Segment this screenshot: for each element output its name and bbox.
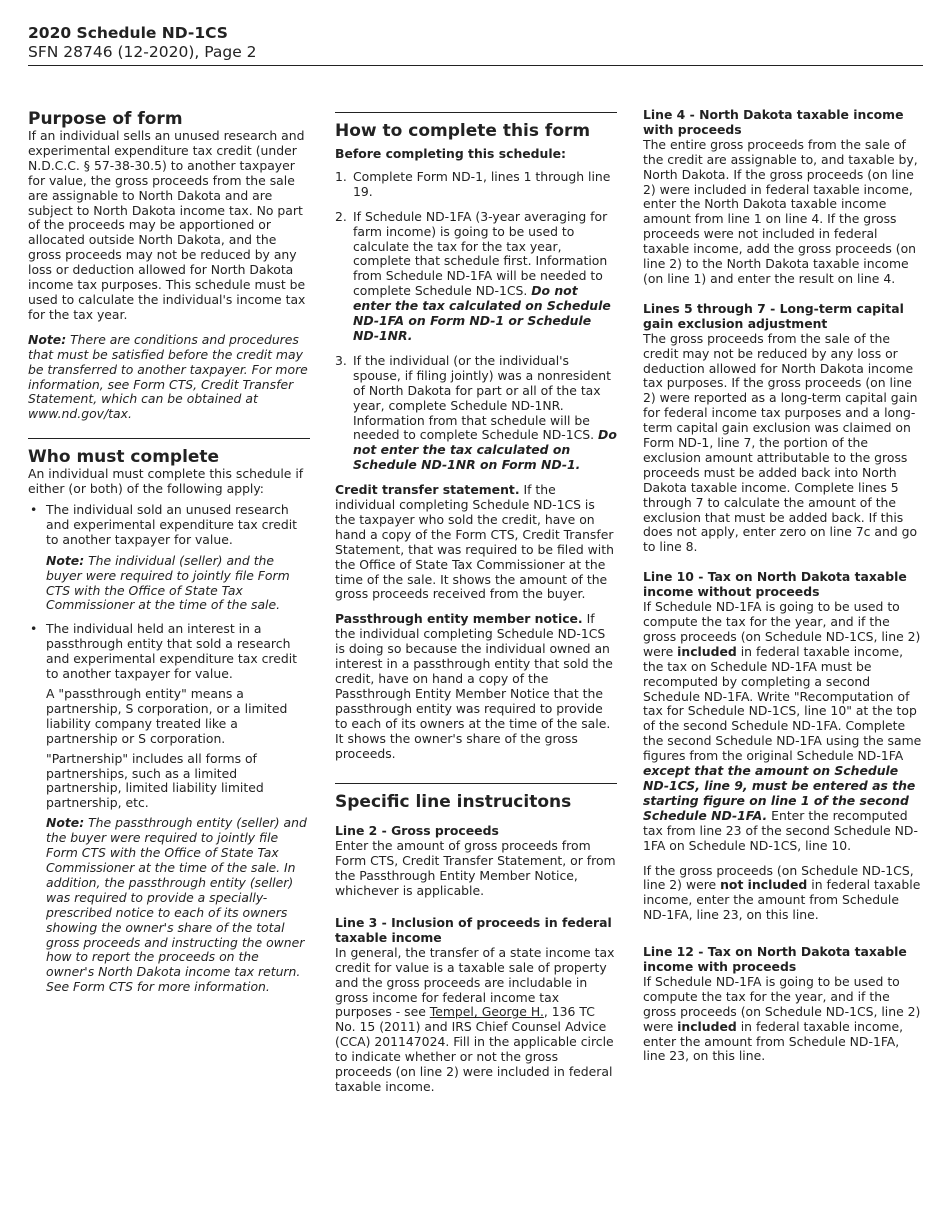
purpose-heading: Purpose of form <box>28 109 183 129</box>
line3-heading: Line 3 - Inclusion of proceeds in federal taxable income <box>335 914 612 945</box>
pass-label: Passthrough entity member notice. <box>335 611 583 627</box>
line10-emphasis: except that the amount on Schedule ND-1CS, line 9, must be entered as the starting figure on line 1 of the second Schedule ND-1FA. <box>643 763 916 823</box>
steps-list <box>335 170 617 473</box>
credit-label: Credit transfer statement. <box>335 482 520 498</box>
passthrough-paragraph <box>335 612 617 761</box>
step1-text: Complete Form ND-1, lines 1 through line 19. <box>353 168 611 199</box>
step-number: 1. <box>335 168 347 184</box>
line10-text <box>643 600 925 853</box>
list-item <box>28 622 310 995</box>
step2-text: If Schedule ND-1FA (3-year averaging for farm income) is going to be used to calculate the tax for the tax year, complete that schedule first. Information from Schedule ND-1FA will be needed to complete Schedule ND-1CS. <box>353 208 608 299</box>
who-heading: Who must complete <box>28 447 220 468</box>
purpose-note-label: Note: <box>28 331 67 347</box>
bullet2-note-text: The passthrough entity (seller) and the buyer were required to jointly file Form CTS with the Office of State Tax Commissioner at the time of the sale. In addition, the passthrough entity (seller) was required to provide a specially-prescribed notice to each of its owners showing the owner's share of the total gross proceeds and instructing the owner how to report the proceeds on the owner's North Dakota income tax return. See Form CTS for more information. <box>46 815 307 995</box>
form-subtitle: SFN 28746 (12-2020), Page 2 <box>28 43 257 61</box>
pass-text: If the individual completing Schedule ND-1CS is doing so because the individual owned an interest in a passthrough entity that sold the credit, have on hand a copy of the Passthrough Entity Member Notice that the passthrough entity was required to provide to each of its owners at the time of the sale. It shows the owner's share of the gross proceeds. <box>335 611 613 761</box>
credit-text: If the individual completing Schedule ND-1CS is the taxpayer who sold the credit, have on hand a copy of the Form CTS, Credit Transfer Statement, that was required to be filed with the Office of State Tax Commissioner at the time of the sale. It shows the amount of the gross proceeds received from the buyer. <box>335 482 614 602</box>
step3-text: If the individual (or the individual's spouse, if filing jointly) was a nonresident of North Dakota for part or all of the tax year, complete Schedule ND-1NR. Information from that schedule will be needed to complete Schedule ND-1CS. <box>353 352 612 443</box>
line5-text: The gross proceeds from the sale of the credit may not be reduced by any loss or deduction allowed for North Dakota income tax purposes. If the gross proceeds (on line 2) were reported as a long-term capital gain for federal income tax purposes and a long-term capital gain exclusion was claimed on Form ND-1, line 7, the portion of the exclusion amount attributable to the gross proceeds must be added back into North Dakota taxable income. Complete lines 5 through 7 to calculate the amount of the exclusion that must be added back. If this does not apply, enter zero on line 7c and go to line 8. <box>643 330 918 555</box>
line10-p2-b: in federal taxable income, enter the amount from Schedule ND-1FA, line 23, on this line. <box>643 877 921 923</box>
line4-heading: Line 4 - North Dakota taxable income with proceeds <box>643 107 904 137</box>
header-divider <box>28 65 923 66</box>
bullet1-note-label: Note: <box>46 552 85 568</box>
how-heading: How to complete this form <box>335 121 591 141</box>
purpose-note <box>28 333 310 422</box>
who-list <box>28 503 310 995</box>
column-right <box>643 108 925 1064</box>
section-divider <box>28 438 310 439</box>
line3-text-a: In general, the transfer of a state income tax credit for value is a taxable sale of property and the gross proceeds are includable in gross income for federal income tax purposes - see <box>335 944 615 1020</box>
who-intro: An individual must complete this schedule if either (or both) of the following apply: <box>28 466 304 497</box>
line3-text <box>335 946 617 1095</box>
column-left <box>28 109 310 995</box>
line12-text <box>643 975 925 1064</box>
line12-text-b: in federal taxable income, enter the amount from Schedule ND-1FA, line 23, on this line. <box>643 1018 904 1064</box>
list-item <box>335 354 617 473</box>
step-number: 2. <box>335 208 347 224</box>
purpose-text: If an individual sells an unused research and experimental expenditure tax credit (under N.D.C.C. § 57-38-30.5) to another taxpayer for value, the gross proceeds from the sale are assignable to North Dakota and are subject to North Dakota income tax. No part of the proceeds may be apportioned or allocated outside North Dakota, and the gross proceeds may not be reduced by any loss or deduction allowed for North Dakota income tax purposes. This schedule must be used to calculate the individual's income tax for the tax year. <box>28 128 306 322</box>
column-middle <box>335 112 617 1095</box>
line10-text-c: Enter the recomputed tax from line 23 of the second Schedule ND-1FA on Schedule ND-1CS, line 10. <box>643 807 918 853</box>
bullet2-note <box>46 816 310 995</box>
specific-heading: Specific line instrucitons <box>335 792 572 813</box>
line10-heading: Line 10 - Tax on North Dakota taxable income without proceeds <box>643 569 907 600</box>
line5-heading: Lines 5 through 7 - Long-term capital gain exclusion adjustment <box>643 300 904 331</box>
page-header <box>28 24 257 62</box>
bullet2-text: • The individual held an interest in a passthrough entity that sold a research and experimental expenditure tax credit to another taxpayer for value. <box>46 621 298 682</box>
bullet2-para2: "Partnership" includes all forms of partnerships, such as a limited partnership, limited liability limited partnership, etc. <box>46 750 264 811</box>
case-citation: Tempel, George H. <box>429 1004 544 1020</box>
line4-text: The entire gross proceeds from the sale of the credit are assignable to, and taxable by, North Dakota. If the gross proceeds (on line 2) were included in federal taxable income, enter the North Dakota taxable income amount from line 1 on line 4. If the gross proceeds were not included in federal taxable income, add the gross proceeds (on line 2) to the North Dakota taxable income (on line 1) and enter the result on line 4. <box>643 136 918 286</box>
line3-text-b: , 136 TC No. 15 (2011) and IRS Chief Counsel Advice (CCA) 201147024. Fill in the applicable circle to indicate whether or not the gross proceeds (on line 2) were included in federal taxable income. <box>335 1004 614 1094</box>
purpose-note-text: There are conditions and procedures that must be satisfied before the credit may be transferred to another taxpayer. For more information, see Form CTS, Credit Transfer Statement, which can be obtained at www.nd.gov/tax. <box>28 331 308 422</box>
line10-bold: included <box>677 643 737 659</box>
before-label: Before completing this schedule: <box>335 146 566 161</box>
step3-emphasis: Do not enter the tax calculated on Schedule ND-1NR on Form ND-1. <box>353 427 617 473</box>
line12-text-a: If Schedule ND-1FA is going to be used to compute the tax for the year, and if the gross proceeds (on Schedule ND-1CS, line 2) were <box>643 973 921 1034</box>
line2-heading: Line 2 - Gross proceeds <box>335 823 499 839</box>
section-divider <box>335 112 617 113</box>
line10-text-a: If Schedule ND-1FA is going to be used to compute the tax for the year, and if the gross proceeds (on Schedule ND-1CS, line 2) were <box>643 599 921 659</box>
credit-transfer-paragraph <box>335 483 617 602</box>
bullet1-note <box>46 554 310 614</box>
list-item <box>335 170 617 200</box>
line12-bold: included <box>677 1018 737 1034</box>
bullet1-note-text: The individual (seller) and the buyer were required to jointly file Form CTS with the Office of State Tax Commissioner at the time of the sale. <box>46 552 290 613</box>
list-item <box>335 210 617 344</box>
bullet2-note-label: Note: <box>46 815 85 831</box>
line10-para2 <box>643 864 925 924</box>
line10-text-b: in federal taxable income, the tax on Schedule ND-1FA must be recomputed by completing a second Schedule ND-1FA. Write "Recomputation of tax for Schedule ND-1CS, line 10" at the top of the second Schedule ND-1FA. Complete the second Schedule ND-1FA using the same figures from the original Schedule ND-1FA <box>643 643 922 764</box>
line12-heading: Line 12 - Tax on North Dakota taxable income with proceeds <box>643 944 907 975</box>
bullet2-para1: A "passthrough entity" means a partnership, S corporation, or a limited liability company treated like a partnership or S corporation. <box>46 686 288 746</box>
line2-text: Enter the amount of gross proceeds from Form CTS, Credit Transfer Statement, or from the Passthrough Entity Member Notice, whichever is applicable. <box>335 838 616 899</box>
list-item <box>28 503 310 613</box>
step2-emphasis: Do not enter the tax calculated on Schedule ND-1FA on Form ND-1 or Schedule ND-1NR. <box>353 283 611 343</box>
section-divider <box>335 783 617 784</box>
line10-p2-a: If the gross proceeds (on Schedule ND-1CS, line 2) were <box>643 862 914 893</box>
bullet1-text: • The individual sold an unused research and experimental expenditure tax credit to another taxpayer for value. <box>46 502 298 547</box>
step-number: 3. <box>335 352 347 368</box>
form-title: 2020 Schedule ND-1CS <box>28 24 228 42</box>
line10-p2-bold: not included <box>720 877 808 893</box>
